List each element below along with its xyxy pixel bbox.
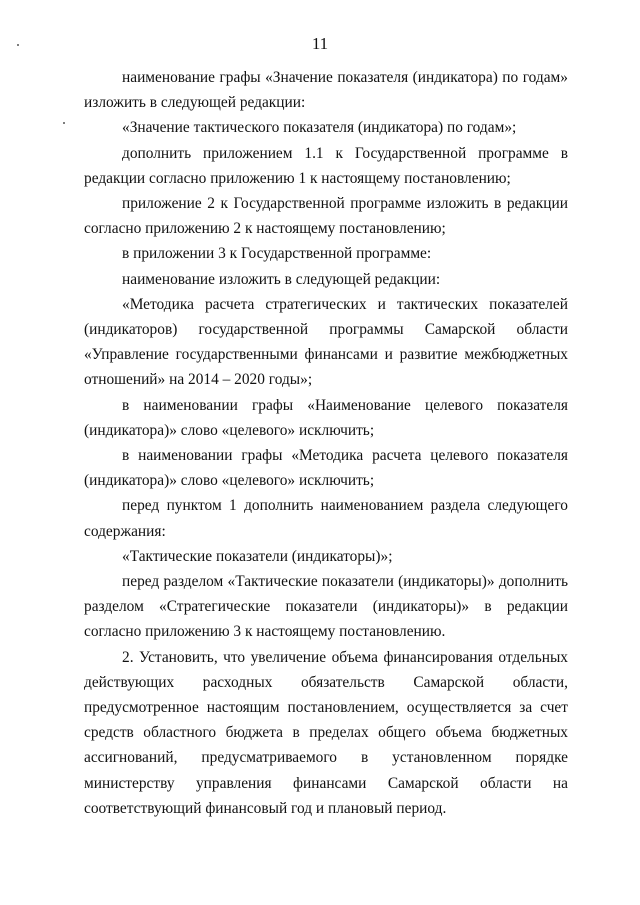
scan-speck — [63, 122, 65, 124]
paragraph-appendix-2: приложение 2 к Государственной программе изложить в редакции согласно приложению 2 к настоящему постановлению; — [84, 195, 568, 238]
paragraph-appendix-3: в приложении 3 к Государственной программе: — [122, 245, 432, 263]
paragraph-target-indicator-method: в наименовании графы «Методика расчета целевого показателя (индикатора)» слово «целевого» исключить; — [84, 447, 568, 490]
document-body — [84, 65, 568, 821]
paragraph-tactical-indicators: «Тактические показатели (индикаторы)»; — [122, 547, 393, 565]
paragraph-column-rename: наименование графы «Значение показателя (индикатора) по годам» изложить в следующей редакции: — [84, 69, 568, 112]
paragraph-target-indicator-name: в наименовании графы «Наименование целевого показателя (индикатора)» слово «целевого» исключить; — [84, 396, 568, 439]
paragraph-column-new-name: «Значение тактического показателя (индикатора) по годам»; — [122, 119, 517, 137]
paragraph-item-2-financing: 2. Установить, что увеличение объема финансирования отдельных действующих расходных обязательств Самарской области, предусмотренное настоящим постановлением, осуществляется за счет средств областного бюджета в пределах общего объема бюджетных ассигнований, предусматриваемого в установленном порядке министерству управления финансами Самарской области на соответствующий финансовый год и плановый период. — [84, 648, 568, 817]
paragraph-name-change: наименование изложить в следующей редакции: — [122, 270, 441, 288]
paragraph-strategic-indicators: перед разделом «Тактические показатели (индикаторы)» дополнить разделом «Стратегические показатели (индикаторы)» в редакции согласно приложению 3 к настоящему постановлению. — [84, 573, 568, 641]
page-number: 11 — [311, 34, 329, 53]
paragraph-methodology-title: «Методика расчета стратегических и тактических показателей (индикаторов) государственной программы Самарской области «Управление государственными финансами и развитие межбюджетных отношений» на 2014 – 2020 годы»; — [84, 295, 568, 389]
paragraph-add-appendix-1-1: дополнить приложением 1.1 к Государственной программе в редакции согласно приложению 1 к настоящему постановлению; — [84, 144, 568, 187]
paragraph-section-before-item-1: перед пунктом 1 дополнить наименованием раздела следующего содержания: — [84, 497, 568, 540]
